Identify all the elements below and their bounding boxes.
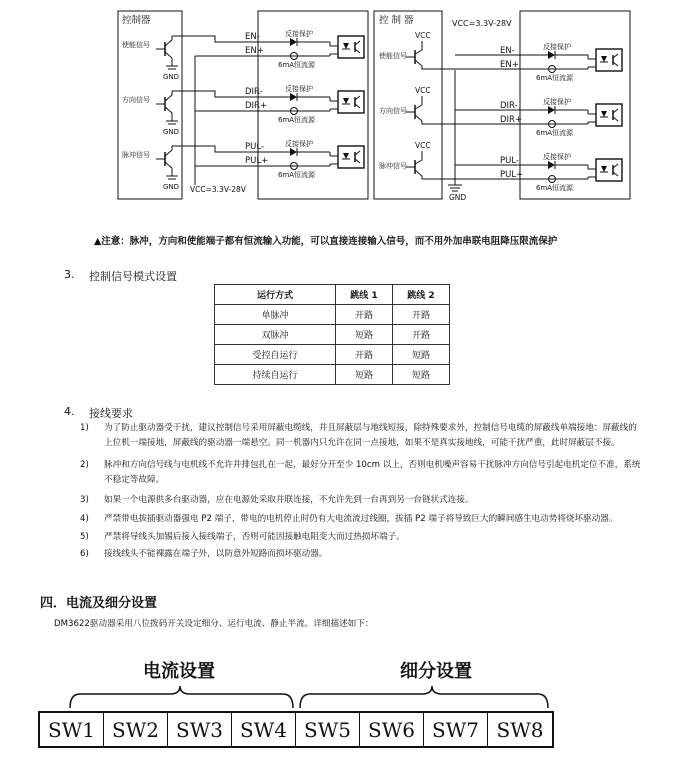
- table-cell: 短路: [336, 365, 393, 385]
- protection-label: 反接保护: [543, 153, 571, 161]
- list-item-number: 6): [80, 549, 89, 559]
- left-channel: [122, 139, 364, 191]
- wiring-diagram: [0, 0, 675, 232]
- signal-label: 脉冲信号: [122, 151, 150, 159]
- mode-table: [214, 284, 450, 385]
- protection-diode-icon: [290, 148, 297, 156]
- optocoupler-icon: [596, 49, 622, 71]
- current-source-label: 6mA恒流源: [536, 129, 574, 137]
- list-item-number: 5): [80, 532, 89, 542]
- dip-switch-sw5[interactable]: SW5: [296, 713, 360, 746]
- dip-switch-row: [38, 711, 554, 748]
- list-item-line: 如果一个电源供多台驱动器，应在电源处采取并联连接，不允许先到一台再到另一台链状式连接。: [104, 495, 474, 505]
- section3-number: 3.: [64, 268, 75, 281]
- optocoupler-icon: [338, 146, 364, 168]
- table-cell: 开路: [393, 305, 450, 325]
- list-item-line: 接线线头不能裸露在端子外，以防意外短路而损坏驱动器。: [104, 549, 328, 559]
- protection-label: 反接保护: [285, 85, 313, 93]
- protection-label: 反接保护: [285, 30, 313, 38]
- current-source-label: 6mA恒流源: [536, 184, 574, 192]
- pin-label: DIR+: [500, 115, 523, 125]
- protection-diode-icon: [548, 106, 555, 114]
- left-channels: [122, 29, 364, 191]
- list-item-line: 脉冲和方向信号线与电机线不允许并排包扎在一起，最好分开至少 10cm 以上，否则电机噪声容易干扰脉冲方向信号引起电机定位不准，系统: [104, 460, 641, 470]
- table-cell: 持续自运行: [215, 365, 336, 385]
- protection-diode-icon: [548, 161, 555, 169]
- dip-switch-sw3[interactable]: SW3: [168, 713, 232, 746]
- table-row: [215, 365, 450, 385]
- vcc-label: VCC: [415, 31, 431, 40]
- section4-title: 接线要求: [89, 407, 133, 420]
- table-cell: 开路: [393, 325, 450, 345]
- signal-label: 使能信号: [122, 41, 150, 49]
- optocoupler-icon: [338, 91, 364, 113]
- left-vcc-label: VCC=3.3V-28V: [190, 185, 246, 194]
- mode-table-header: 运行方式: [215, 285, 336, 305]
- right-controller-label: 控 制 器: [379, 15, 414, 26]
- protection-label: 反接保护: [543, 43, 571, 51]
- protection-diode-icon: [290, 93, 297, 101]
- table-cell: 受控自运行: [215, 345, 336, 365]
- list-item-number: 4): [80, 514, 89, 524]
- pin-label: PUL-: [245, 142, 265, 152]
- dip-switch-sw8[interactable]: SW8: [496, 717, 544, 742]
- left-channel: [122, 29, 364, 81]
- gnd-label: GND: [163, 128, 180, 136]
- table-cell: 短路: [336, 325, 393, 345]
- protection-diode-icon: [290, 38, 297, 46]
- list-item-number: 3): [80, 495, 89, 505]
- section-current-title: 四．电流及细分设置: [40, 596, 158, 611]
- dip-switch-sw1[interactable]: SW1: [40, 713, 104, 746]
- dip-switch-sw4[interactable]: SW4: [232, 713, 296, 746]
- right-controller-box: [374, 11, 442, 199]
- section-current-desc: DM3622驱动器采用八位拨码开关设定细分、运行电流、静止半流。详细描述如下：: [54, 619, 374, 629]
- vcc-label: VCC: [415, 141, 431, 150]
- table-cell: 短路: [393, 365, 450, 385]
- right-vcc-header: VCC=3.3V-28V: [452, 19, 512, 28]
- vcc-label: VCC: [415, 86, 431, 95]
- protection-diode-icon: [548, 51, 555, 59]
- list-item-line: 上位机一端接地，屏蔽线的驱动器一端悬空。同一机器内只允许在同一点接地，如果不是真实接地线，可能干扰严重，此时屏蔽层不接。: [104, 438, 620, 448]
- dip-switch-sw6[interactable]: SW6: [360, 713, 424, 746]
- left-vcc-bus: [195, 56, 258, 185]
- section4-number: 4.: [64, 405, 75, 418]
- table-cell: 短路: [393, 345, 450, 365]
- pin-label: PUL+: [245, 156, 269, 166]
- gnd-label: GND: [163, 183, 180, 191]
- dip-switch-sw7[interactable]: SW7: [424, 713, 488, 746]
- right-channel: [379, 141, 622, 192]
- left-controller-label: 控制器: [122, 15, 151, 26]
- signal-label: 方向信号: [379, 107, 407, 115]
- signal-label: 方向信号: [122, 96, 150, 104]
- wiring-note: ▲注意：脉冲，方向和使能端子都有恒流输入功能，可以直接连接输入信号，而不用外加串联电阻降压限流保护: [94, 236, 558, 247]
- current-group-label: 电流设置: [143, 661, 215, 682]
- table-cell: 双脉冲: [215, 325, 336, 345]
- right-gnd-bus: [448, 70, 462, 191]
- current-bracket: [70, 686, 293, 708]
- protection-label: 反接保护: [285, 140, 313, 148]
- signal-label: 脉冲信号: [379, 162, 407, 170]
- table-cell: 单脉冲: [215, 305, 336, 325]
- pin-label: EN+: [245, 46, 264, 56]
- current-source-label: 6mA恒流源: [278, 61, 316, 69]
- table-cell: 开路: [336, 305, 393, 325]
- group-brackets: [0, 682, 675, 712]
- optocoupler-icon: [338, 36, 364, 58]
- signal-label: 使能信号: [379, 52, 407, 60]
- right-gnd-label: GND: [449, 193, 467, 202]
- mode-table-header: 跳线 2: [393, 285, 450, 305]
- list-item-number: 2): [80, 460, 89, 470]
- pin-label: EN+: [500, 60, 519, 70]
- dip-switch-sw2[interactable]: SW2: [104, 713, 168, 746]
- left-channel: [122, 84, 364, 136]
- right-channels: [379, 31, 622, 192]
- microstep-group-label: 细分设置: [400, 661, 472, 682]
- section3-title: 控制信号模式设置: [89, 270, 177, 283]
- list-item-line: 严禁带电拔插驱动器强电 P2 端子，带电的电机停止时仍有大电流流过线圈，拔插 P2 端子将导致巨大的瞬间感生电动势将烧坏驱动器。: [104, 514, 618, 524]
- optocoupler-icon: [596, 159, 622, 181]
- pin-label: DIR+: [245, 101, 268, 111]
- list-item-number: 1): [80, 423, 89, 433]
- table-row: [215, 325, 450, 345]
- list-item-line: 严禁将导线头加锡后接入接线端子，否则可能因接触电阻变大而过热损坏端子。: [104, 532, 405, 542]
- mode-table-header-row: [215, 285, 450, 305]
- current-source-label: 6mA恒流源: [536, 74, 574, 82]
- list-item-line: 不稳定等故障。: [104, 475, 165, 485]
- microstep-bracket: [300, 686, 548, 708]
- gnd-label: GND: [163, 73, 180, 81]
- pin-label: DIR-: [500, 101, 518, 111]
- optocoupler-icon: [596, 104, 622, 126]
- table-row: [215, 345, 450, 365]
- pin-label: PUL-: [500, 156, 520, 166]
- right-channel: [379, 86, 622, 137]
- table-cell: 开路: [336, 345, 393, 365]
- pin-label: EN-: [500, 46, 515, 56]
- pin-label: PUL+: [500, 170, 524, 180]
- current-source-label: 6mA恒流源: [278, 116, 316, 124]
- pin-label: EN-: [245, 32, 260, 42]
- current-source-label: 6mA恒流源: [278, 171, 316, 179]
- table-row: [215, 305, 450, 325]
- list-item-line: 为了防止驱动器受干扰，建议控制信号采用屏蔽电缆线，并且屏蔽层与地线短接，除特殊要求外，控制信号电缆的屏蔽线单端接地：屏蔽线的: [104, 423, 637, 433]
- pin-label: DIR-: [245, 87, 263, 97]
- protection-label: 反接保护: [543, 98, 571, 106]
- right-channel: [379, 31, 622, 82]
- mode-table-header: 跳线 1: [336, 285, 393, 305]
